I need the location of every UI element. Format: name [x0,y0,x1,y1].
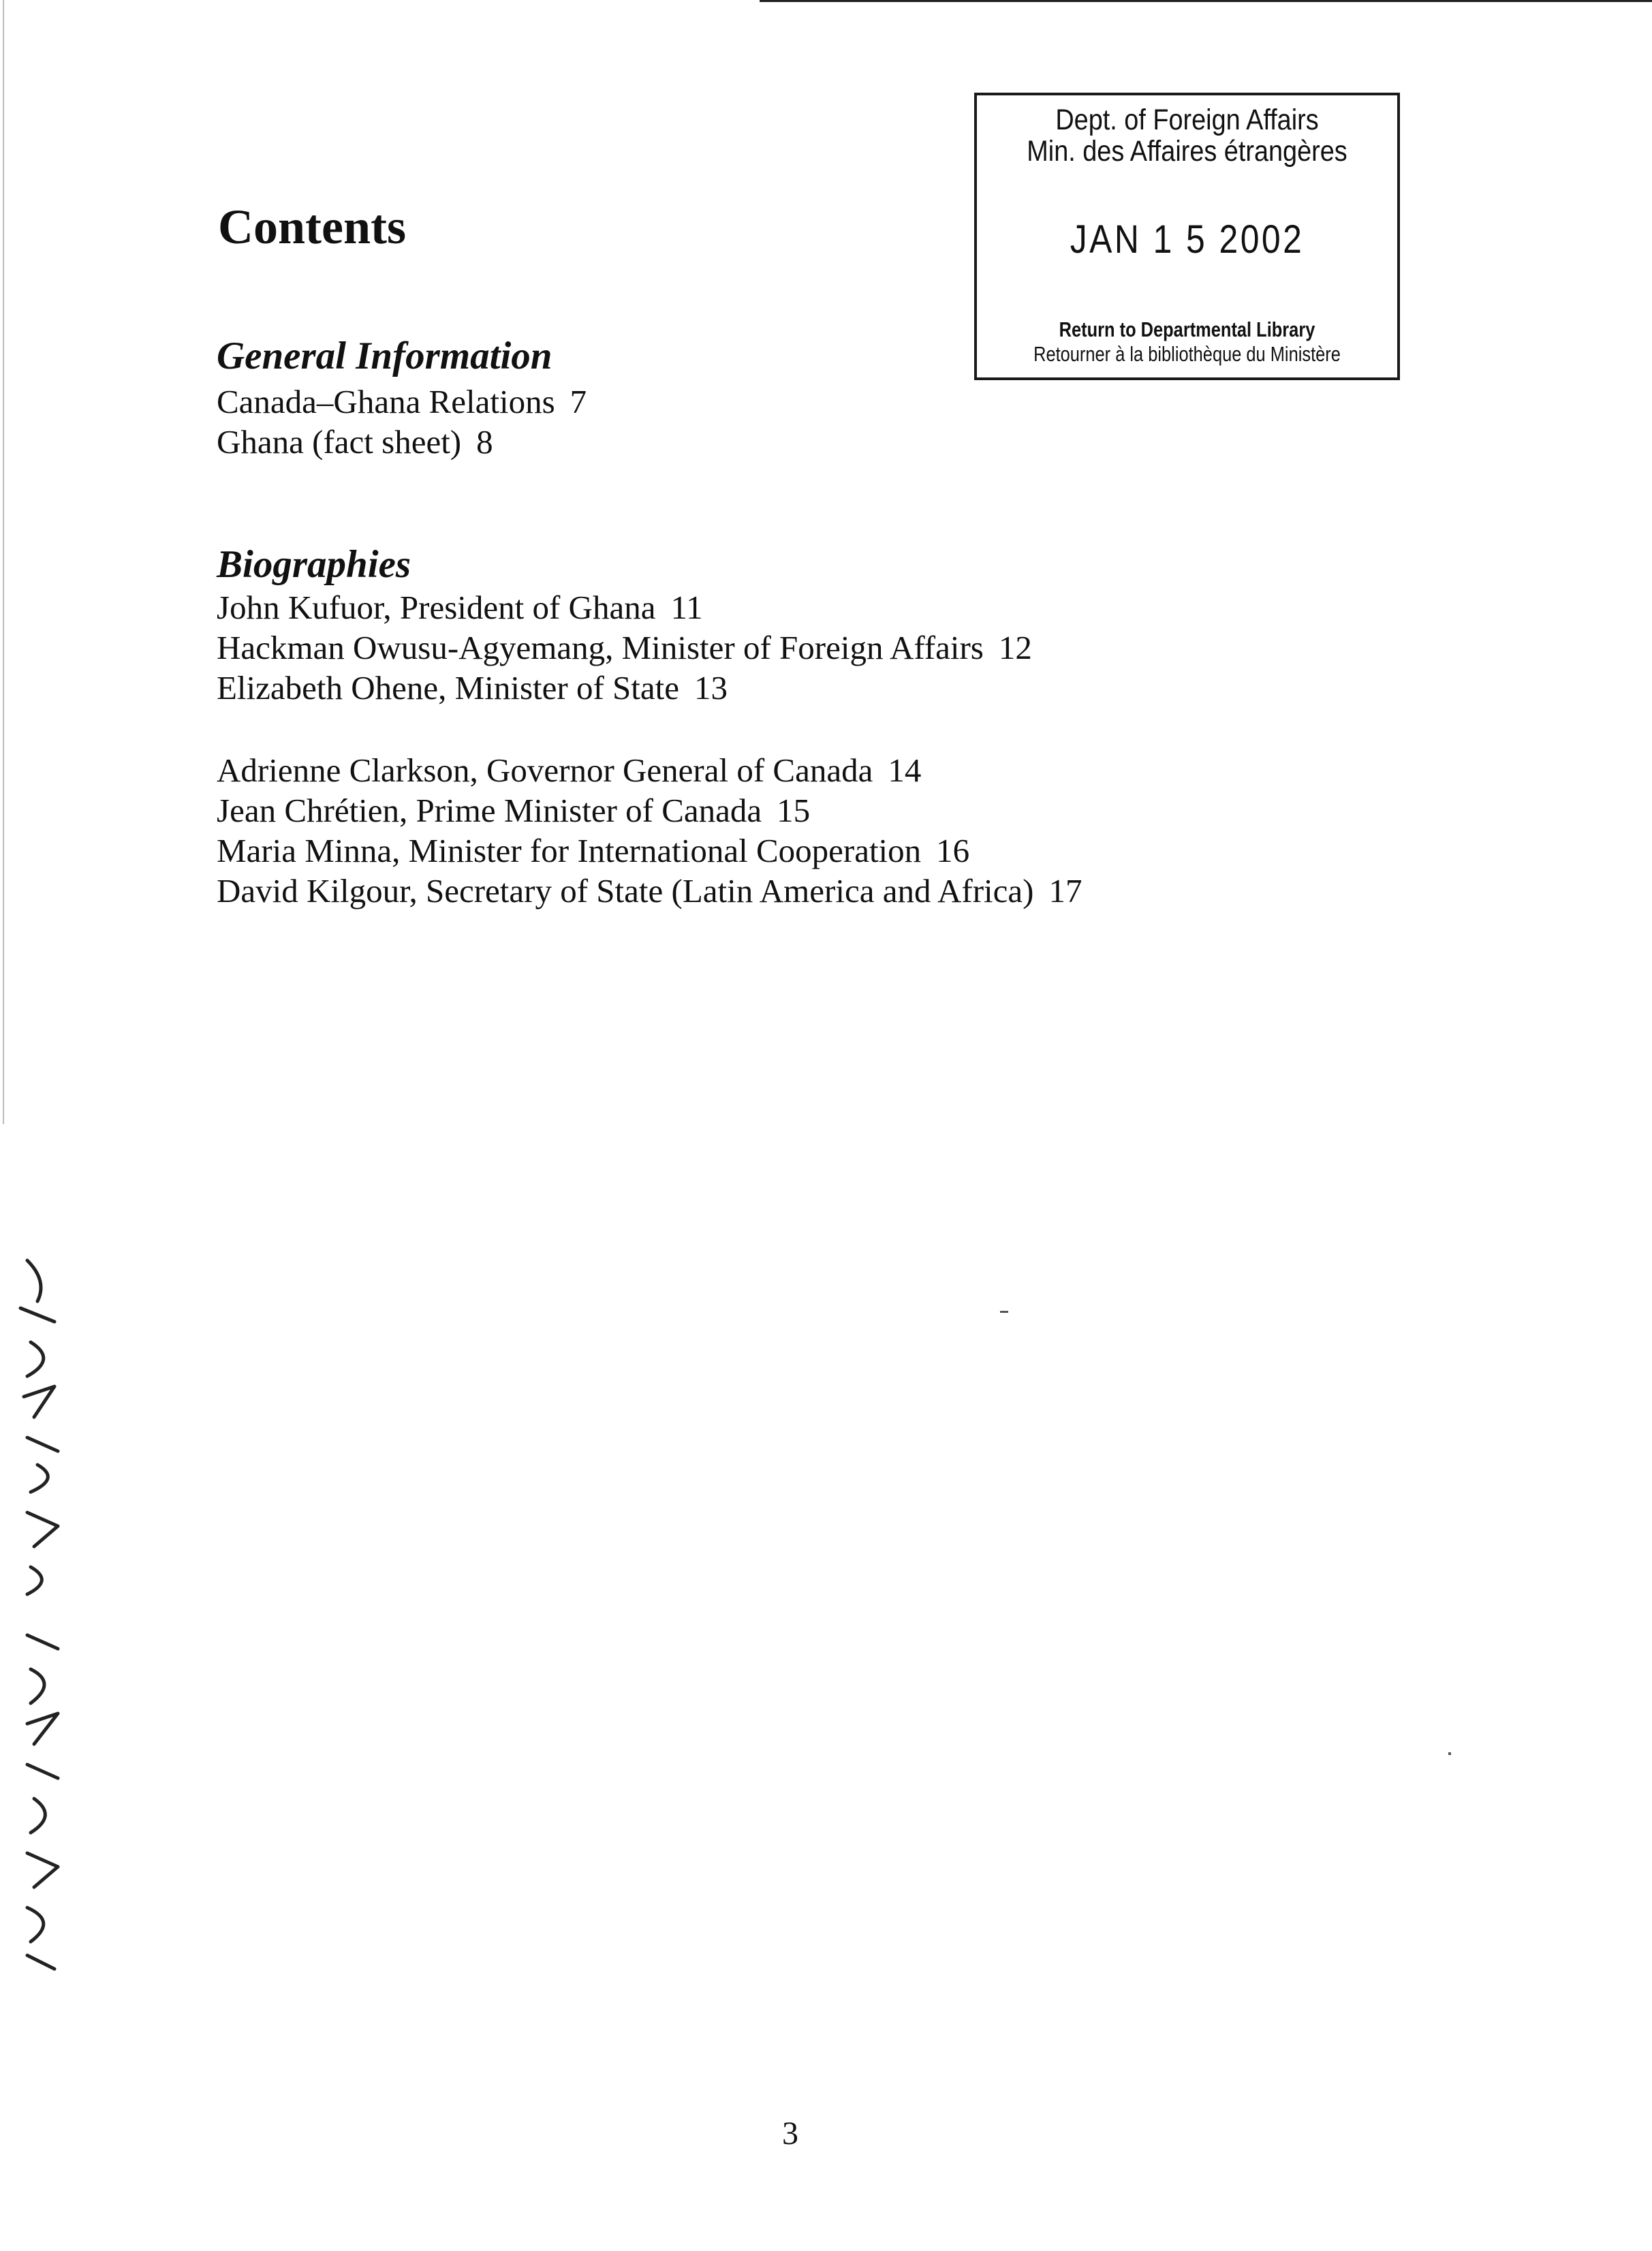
stamp-return-en: Return to Departmental Library [1059,317,1315,341]
toc-entry-text: Jean Chrétien, Prime Minister of Canada [217,792,762,829]
toc-entry-text: Elizabeth Ohene, Minister of State [217,669,679,707]
toc-entry[interactable] [217,668,1032,708]
toc-entry-text: John Kufuor, President of Ghana [217,589,656,626]
handwritten-margin-note [0,1240,102,1989]
scan-speck [1448,1752,1451,1755]
toc-entry[interactable] [217,830,1082,871]
stamp-return-fr: Retourner à la bibliothèque du Ministère [1033,342,1341,366]
library-stamp [974,93,1400,380]
toc-entry-text: Maria Minna, Minister for International Cooperation [217,832,922,869]
page-title: Contents [218,200,407,254]
toc-entry-page: 16 [936,832,970,869]
toc-entry-page: 13 [694,669,728,707]
toc-entry-page: 11 [670,589,703,626]
scan-speck [1000,1311,1008,1313]
stamp-dept-en: Dept. of Foreign Affairs [1055,104,1319,136]
toc-entry-page: 15 [777,792,811,829]
toc-entry[interactable] [217,422,587,462]
toc-entry[interactable] [217,871,1082,911]
section-heading-biographies: Biographies [217,543,411,586]
toc-entry-text: David Kilgour, Secretary of State (Latin America and Africa) [217,872,1034,910]
toc-entry-page: 14 [888,751,922,789]
stamp-date: JAN 1 5 2002 [1070,217,1305,262]
page-left-edge [3,0,4,1124]
toc-entry-page: 17 [1048,872,1082,910]
stamp-dept-fr: Min. des Affaires étrangères [1027,135,1347,168]
toc-entry-text: Adrienne Clarkson, Governor General of Canada [217,751,873,789]
page-top-edge [760,0,1652,2]
toc-list-general [217,382,587,462]
toc-entry[interactable] [217,382,587,422]
toc-entry-text: Canada–Ghana Relations [217,383,555,420]
toc-entry-page: 12 [998,629,1032,666]
toc-entry-text: Hackman Owusu-Agyemang, Minister of Foreign Affairs [217,629,984,666]
toc-entry[interactable] [217,627,1032,668]
toc-entry-text: Ghana (fact sheet) [217,423,462,461]
toc-entry[interactable] [217,587,1032,627]
toc-entry-page: 7 [570,383,587,420]
toc-entry[interactable] [217,750,1082,790]
page-number: 3 [782,2115,798,2152]
toc-list-biographies-ghana [217,587,1032,708]
section-heading-general: General Information [217,335,552,377]
toc-list-biographies-canada [217,750,1082,911]
toc-entry[interactable] [217,790,1082,830]
toc-entry-page: 8 [476,423,493,461]
